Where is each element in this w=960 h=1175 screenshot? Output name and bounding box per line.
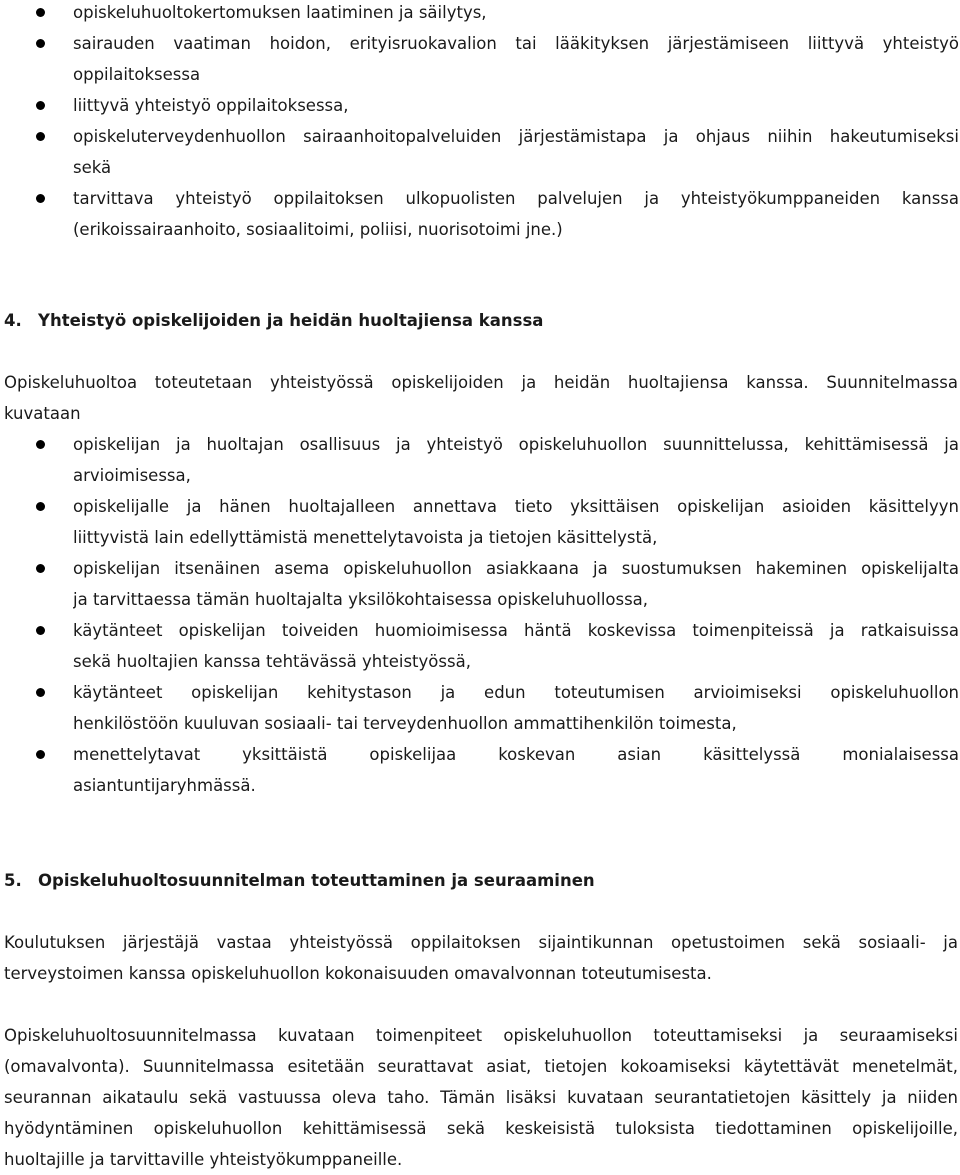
paragraph-line: Opiskeluhuoltoa toteutetaan yhteistyössä opiskelijoiden ja heidän huoltajiensa kanssa. Suunnitelmassa: [4, 373, 958, 392]
list-item: [0, 553, 960, 615]
paragraph-line: huoltajille ja tarvittaville yhteistyökumppaneille.: [4, 1150, 403, 1169]
list-item-line: opiskeluterveydenhuollon sairaanhoitopalveluiden järjestämistapa ja ohjaus niihin hakeutumiseksi: [73, 127, 959, 146]
list-item-line: ja tarvittaessa tämän huoltajalta yksilökohtaisessa opiskeluhuollossa,: [73, 590, 649, 609]
section-title: Opiskeluhuoltosuunnitelman toteuttaminen ja seuraaminen: [38, 871, 595, 890]
bullet-icon: [36, 750, 45, 759]
bullet-list: [0, 429, 960, 801]
paragraph-line: seurannan aikataulu sekä vastuussa oleva taho. Tämän lisäksi kuvataan seurantatietojen käsittely ja niiden: [4, 1088, 958, 1107]
list-item-line: (erikoissairaanhoito, sosiaalitoimi, poliisi, nuorisotoimi jne.): [73, 220, 563, 239]
top-bullet-list: [0, 0, 960, 245]
paragraph-line: kuvataan: [4, 404, 81, 423]
bullet-icon: [36, 688, 45, 697]
list-item-line: opiskeluhuoltokertomuksen laatiminen ja säilytys,: [73, 3, 487, 22]
list-item-line: oppilaitoksessa: [73, 65, 201, 84]
paragraph-line: Koulutuksen järjestäjä vastaa yhteistyössä oppilaitoksen sijaintikunnan opetustoimen sekä sosiaali- ja: [4, 933, 958, 952]
bullet-icon: [36, 101, 45, 110]
bullet-icon: [36, 132, 45, 141]
section-4-intro: [0, 367, 960, 429]
bullet-icon: [36, 39, 45, 48]
list-item-line: asiantuntijaryhmässä.: [73, 776, 256, 795]
list-item-line: opiskelijalle ja hänen huoltajalleen annettava tieto yksittäisen opiskelijan asioiden käsittelyyn: [73, 497, 959, 516]
list-item-line: opiskelijan ja huoltajan osallisuus ja yhteistyö opiskeluhuollon suunnittelussa, kehittämisessä ja: [73, 435, 959, 454]
section-5-paragraph-1: [0, 927, 960, 989]
section-5-heading: [4, 865, 960, 896]
list-item-line: liittyvä yhteistyö oppilaitoksessa,: [73, 96, 349, 115]
list-item-line: menettelytavat yksittäistä opiskelijaa koskevan asian käsittelyssä monialaisessa: [73, 745, 959, 764]
section-number: 4.: [4, 311, 22, 330]
list-item-line: sairauden vaatiman hoidon, erityisruokavalion tai lääkityksen järjestämiseen liittyvä yhteistyö: [73, 34, 959, 53]
list-item-line: sekä huoltajien kanssa tehtävässä yhteistyössä,: [73, 652, 471, 671]
bullet-icon: [36, 194, 45, 203]
list-item: [0, 615, 960, 677]
section-4-heading: [4, 305, 960, 336]
list-item-line: henkilöstöön kuuluvan sosiaali- tai terveydenhuollon ammattihenkilön toimesta,: [73, 714, 737, 733]
list-item: [0, 183, 960, 245]
paragraph-line: hyödyntäminen opiskeluhuollon kehittämisessä sekä keskeisistä tuloksista tiedottaminen opiskelijoille,: [4, 1119, 958, 1138]
section-4-bullet-list: [0, 429, 960, 801]
list-item-line: arvioimisessa,: [73, 466, 191, 485]
paragraph-line: Opiskeluhuoltosuunnitelmassa kuvataan toimenpiteet opiskeluhuollon toteuttamiseksi ja seuraamiseksi: [4, 1026, 958, 1045]
paragraph-line: (omavalvonta). Suunnitelmassa esitetään seurattavat asiat, tietojen kokoamiseksi käytettävät menetelmät,: [4, 1057, 958, 1076]
list-item-line: käytänteet opiskelijan toiveiden huomioimisessa häntä koskevissa toimenpiteissä ja ratkaisuissa: [73, 621, 959, 640]
list-item: [0, 429, 960, 491]
list-item: [0, 0, 960, 28]
bullet-icon: [36, 564, 45, 573]
section-title: Yhteistyö opiskelijoiden ja heidän huoltajiensa kanssa: [38, 311, 544, 330]
list-item: [0, 739, 960, 801]
list-item-line: sekä: [73, 158, 112, 177]
list-item-line: liittyvistä lain edellyttämistä menettelytavoista ja tietojen käsittelystä,: [73, 528, 658, 547]
bullet-icon: [36, 626, 45, 635]
list-item: [0, 90, 960, 121]
paragraph-line: terveystoimen kanssa opiskeluhuollon kokonaisuuden omavalvonnan toteutumisesta.: [4, 964, 712, 983]
section-5-paragraph-2: [0, 1020, 960, 1175]
list-item: [0, 677, 960, 739]
bullet-icon: [36, 502, 45, 511]
bullet-icon: [36, 8, 45, 17]
list-item-line: opiskelijan itsenäinen asema opiskeluhuollon asiakkaana ja suostumuksen hakeminen opiskelijalta: [73, 559, 959, 578]
section-number: 5.: [4, 871, 22, 890]
bullet-icon: [36, 440, 45, 449]
list-item: [0, 491, 960, 553]
list-item: [0, 28, 960, 90]
list-item-line: käytänteet opiskelijan kehitystason ja edun toteutumisen arvioimiseksi opiskeluhuollon: [73, 683, 959, 702]
list-item: [0, 121, 960, 183]
bullet-list: [0, 0, 960, 245]
list-item-line: tarvittava yhteistyö oppilaitoksen ulkopuolisten palvelujen ja yhteistyökumppaneiden kanssa: [73, 189, 959, 208]
